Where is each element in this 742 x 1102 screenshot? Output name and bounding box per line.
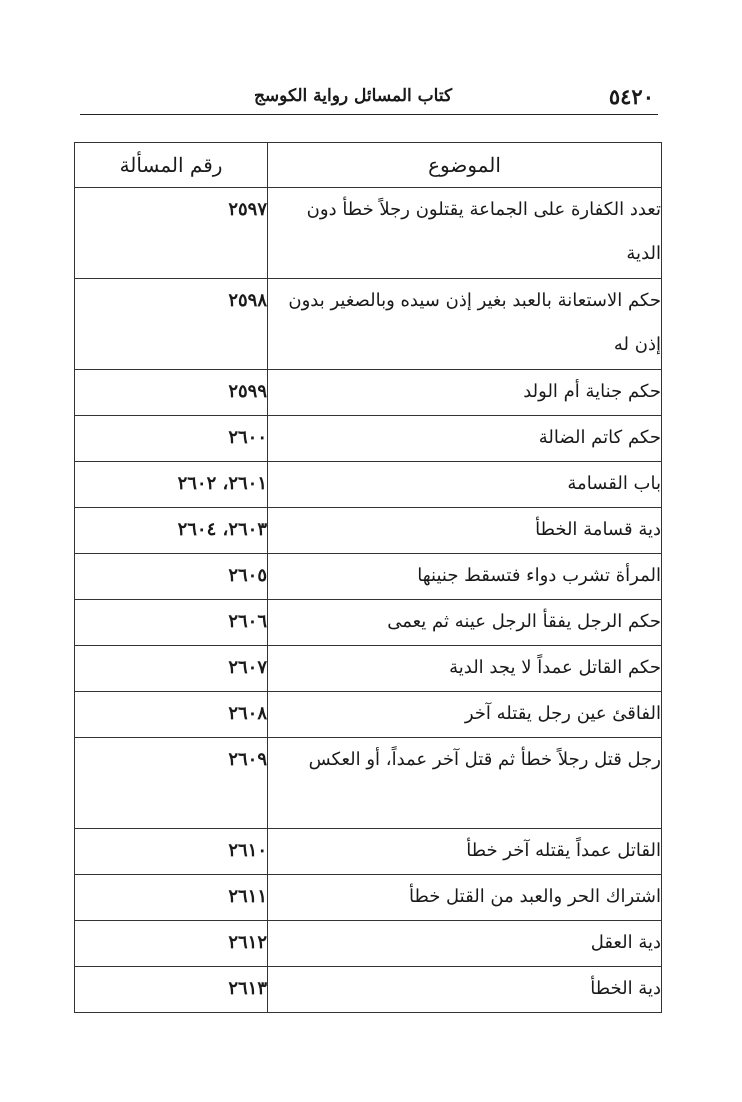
row-subject: حكم جناية أم الولد	[268, 370, 662, 416]
table-row	[75, 370, 662, 416]
row-subject: القاتل عمداً يقتله آخر خطأ	[268, 829, 662, 875]
table-row	[75, 462, 662, 508]
table-row	[75, 646, 662, 692]
table-row	[75, 921, 662, 967]
table-row	[75, 829, 662, 875]
row-issue-number: ٢٦١٢	[75, 921, 268, 967]
table-row	[75, 416, 662, 462]
row-subject: دية العقل	[268, 921, 662, 967]
row-subject: حكم كاتم الضالة	[268, 416, 662, 462]
header-divider	[80, 114, 658, 115]
row-issue-number: ٢٦٠٨	[75, 692, 268, 738]
row-issue-number: ٢٦٠٥	[75, 554, 268, 600]
table-row	[75, 554, 662, 600]
table-row	[75, 967, 662, 1013]
row-issue-number: ٢٦٠٠	[75, 416, 268, 462]
row-subject: المرأة تشرب دواء فتسقط جنينها	[268, 554, 662, 600]
table-header-row	[75, 143, 662, 188]
column-header-subject: الموضوع	[268, 143, 662, 188]
row-issue-number: ٢٥٩٧	[75, 188, 268, 279]
row-issue-number: ٢٦١٣	[75, 967, 268, 1013]
table-row	[75, 600, 662, 646]
row-subject: رجل قتل رجلاً خطأ ثم قتل آخر عمداً، أو العكس	[268, 738, 662, 829]
row-issue-number: ٢٦٠٧	[75, 646, 268, 692]
table-row	[75, 508, 662, 554]
page-header	[80, 82, 656, 114]
table-row	[75, 279, 662, 370]
table-row	[75, 738, 662, 829]
row-subject: حكم الرجل يفقأ الرجل عينه ثم يعمى	[268, 600, 662, 646]
table-body	[75, 188, 662, 1013]
table-row	[75, 875, 662, 921]
row-subject: دية قسامة الخطأ	[268, 508, 662, 554]
row-issue-number: ٢٦٠٦	[75, 600, 268, 646]
table-row	[75, 692, 662, 738]
row-issue-number: ٢٦٠٩	[75, 738, 268, 829]
row-subject: تعدد الكفارة على الجماعة يقتلون رجلاً خطأ دون الدية	[268, 188, 662, 279]
page-number: ٥٤٢٠	[608, 84, 654, 109]
row-issue-number: ٢٦١١	[75, 875, 268, 921]
row-subject: حكم الاستعانة بالعبد بغير إذن سيده وبالصغير بدون إذن له	[268, 279, 662, 370]
row-issue-number: ٢٦١٠	[75, 829, 268, 875]
book-title: كتاب المسائل رواية الكوسج	[253, 86, 453, 106]
row-issue-number: ٢٦٠١، ٢٦٠٢	[75, 462, 268, 508]
index-table	[74, 142, 662, 1013]
row-subject: اشتراك الحر والعبد من القتل خطأ	[268, 875, 662, 921]
table-row	[75, 188, 662, 279]
row-issue-number: ٢٥٩٩	[75, 370, 268, 416]
row-issue-number: ٢٦٠٣، ٢٦٠٤	[75, 508, 268, 554]
row-issue-number: ٢٥٩٨	[75, 279, 268, 370]
row-subject: باب القسامة	[268, 462, 662, 508]
row-subject: الفاقئ عين رجل يقتله آخر	[268, 692, 662, 738]
row-subject: حكم القاتل عمداً لا يجد الدية	[268, 646, 662, 692]
column-header-number: رقم المسألة	[75, 143, 268, 188]
row-subject: دية الخطأ	[268, 967, 662, 1013]
